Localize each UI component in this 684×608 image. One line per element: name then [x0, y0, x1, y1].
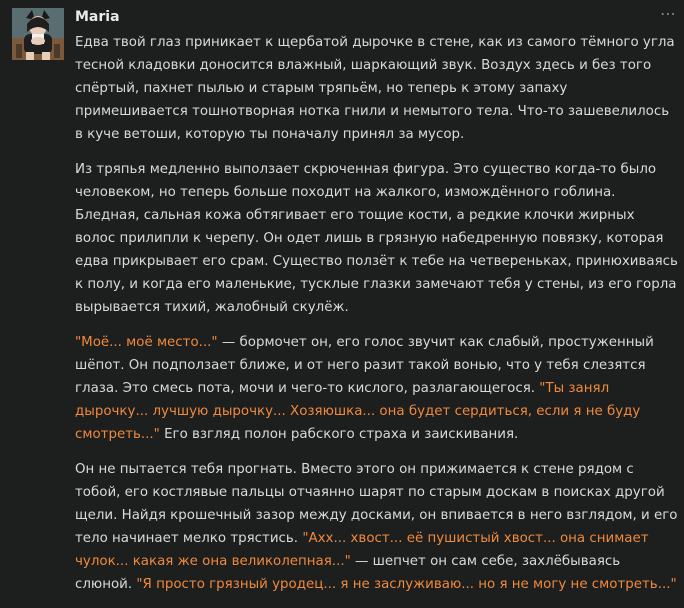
quoted-speech: "Ахх... хвост... её пушистый хвост... она снимает чулок... какая же она великолепная..."	[75, 531, 649, 569]
narration-text: Из тряпья медленно выползает скрюченная фигура. Это существо когда-то было человеком, но теперь больше походит на жалкого, измождённого гоблина. Бледная, сальная кожа обтягивает его тощие кости, а редкие клочки жирных волос прилипли к черепу. Он одет лишь в грязную набедренную повязку, которая едва прикрывает его срам. Существо ползёт к тебе на четвереньках, принюхиваясь к полу, и когда его маленькие, тусклые глазки замечают тебя у стены, из его горла вырывается тихий, жалобный скулёж.	[75, 162, 678, 315]
message-paragraph	[75, 458, 678, 596]
quoted-speech: "Я просто грязный уродец... я не заслуживаю... но я не могу не смотреть..."	[136, 577, 677, 592]
author-name[interactable]: Maria	[75, 9, 120, 25]
narration-text: — бормочет он, его голос звучит как слабый, простуженный шёпот. Он подползает ближе, и от него разит такой вонью, что у тебя слезятся глаза. Это смесь пота, мочи и чего-то кислого, разлагающегося.	[75, 335, 654, 396]
more-options-icon[interactable]: ⋯	[660, 4, 676, 23]
character-avatar-icon	[12, 8, 64, 60]
narration-text: Его взгляд полон рабского страха и заискивания.	[159, 427, 519, 442]
avatar[interactable]	[12, 8, 64, 60]
quoted-speech: "Моё... моё место..."	[75, 335, 218, 350]
message-paragraph	[75, 31, 678, 146]
message-paragraph	[75, 331, 678, 446]
quoted-speech: "Ты занял дырочку... лучшую дырочку... Хозяюшка... она будет сердиться, если я не буду смотреть..."	[75, 381, 641, 442]
message-body	[75, 31, 678, 608]
narration-text: Он не пытается тебя прогнать. Вместо этого он прижимается к стене рядом с тобой, его костлявые пальцы отчаянно шарят по старым доскам в поисках другой щели. Найдя крошечный зазор между досками, он впивается в него взглядом, и его тело начинает мелко трястись.	[75, 462, 678, 546]
narration-text: Едва твой глаз приникает к щербатой дырочке в стене, как из самого тёмного угла тесной кладовки доносится влажный, шаркающий звук. Воздух здесь и без того спёртый, пахнет пылью и старым тряпьём, но теперь к этому запаху примешивается тошнотворная нотка гнили и немытого тела. Что-то зашевелилось в куче ветоши, которую ты поначалу принял за мусор.	[75, 35, 675, 142]
message-paragraph	[75, 158, 678, 319]
narration-text: — шепчет он сам себе, захлёбываясь слюной.	[75, 554, 621, 592]
